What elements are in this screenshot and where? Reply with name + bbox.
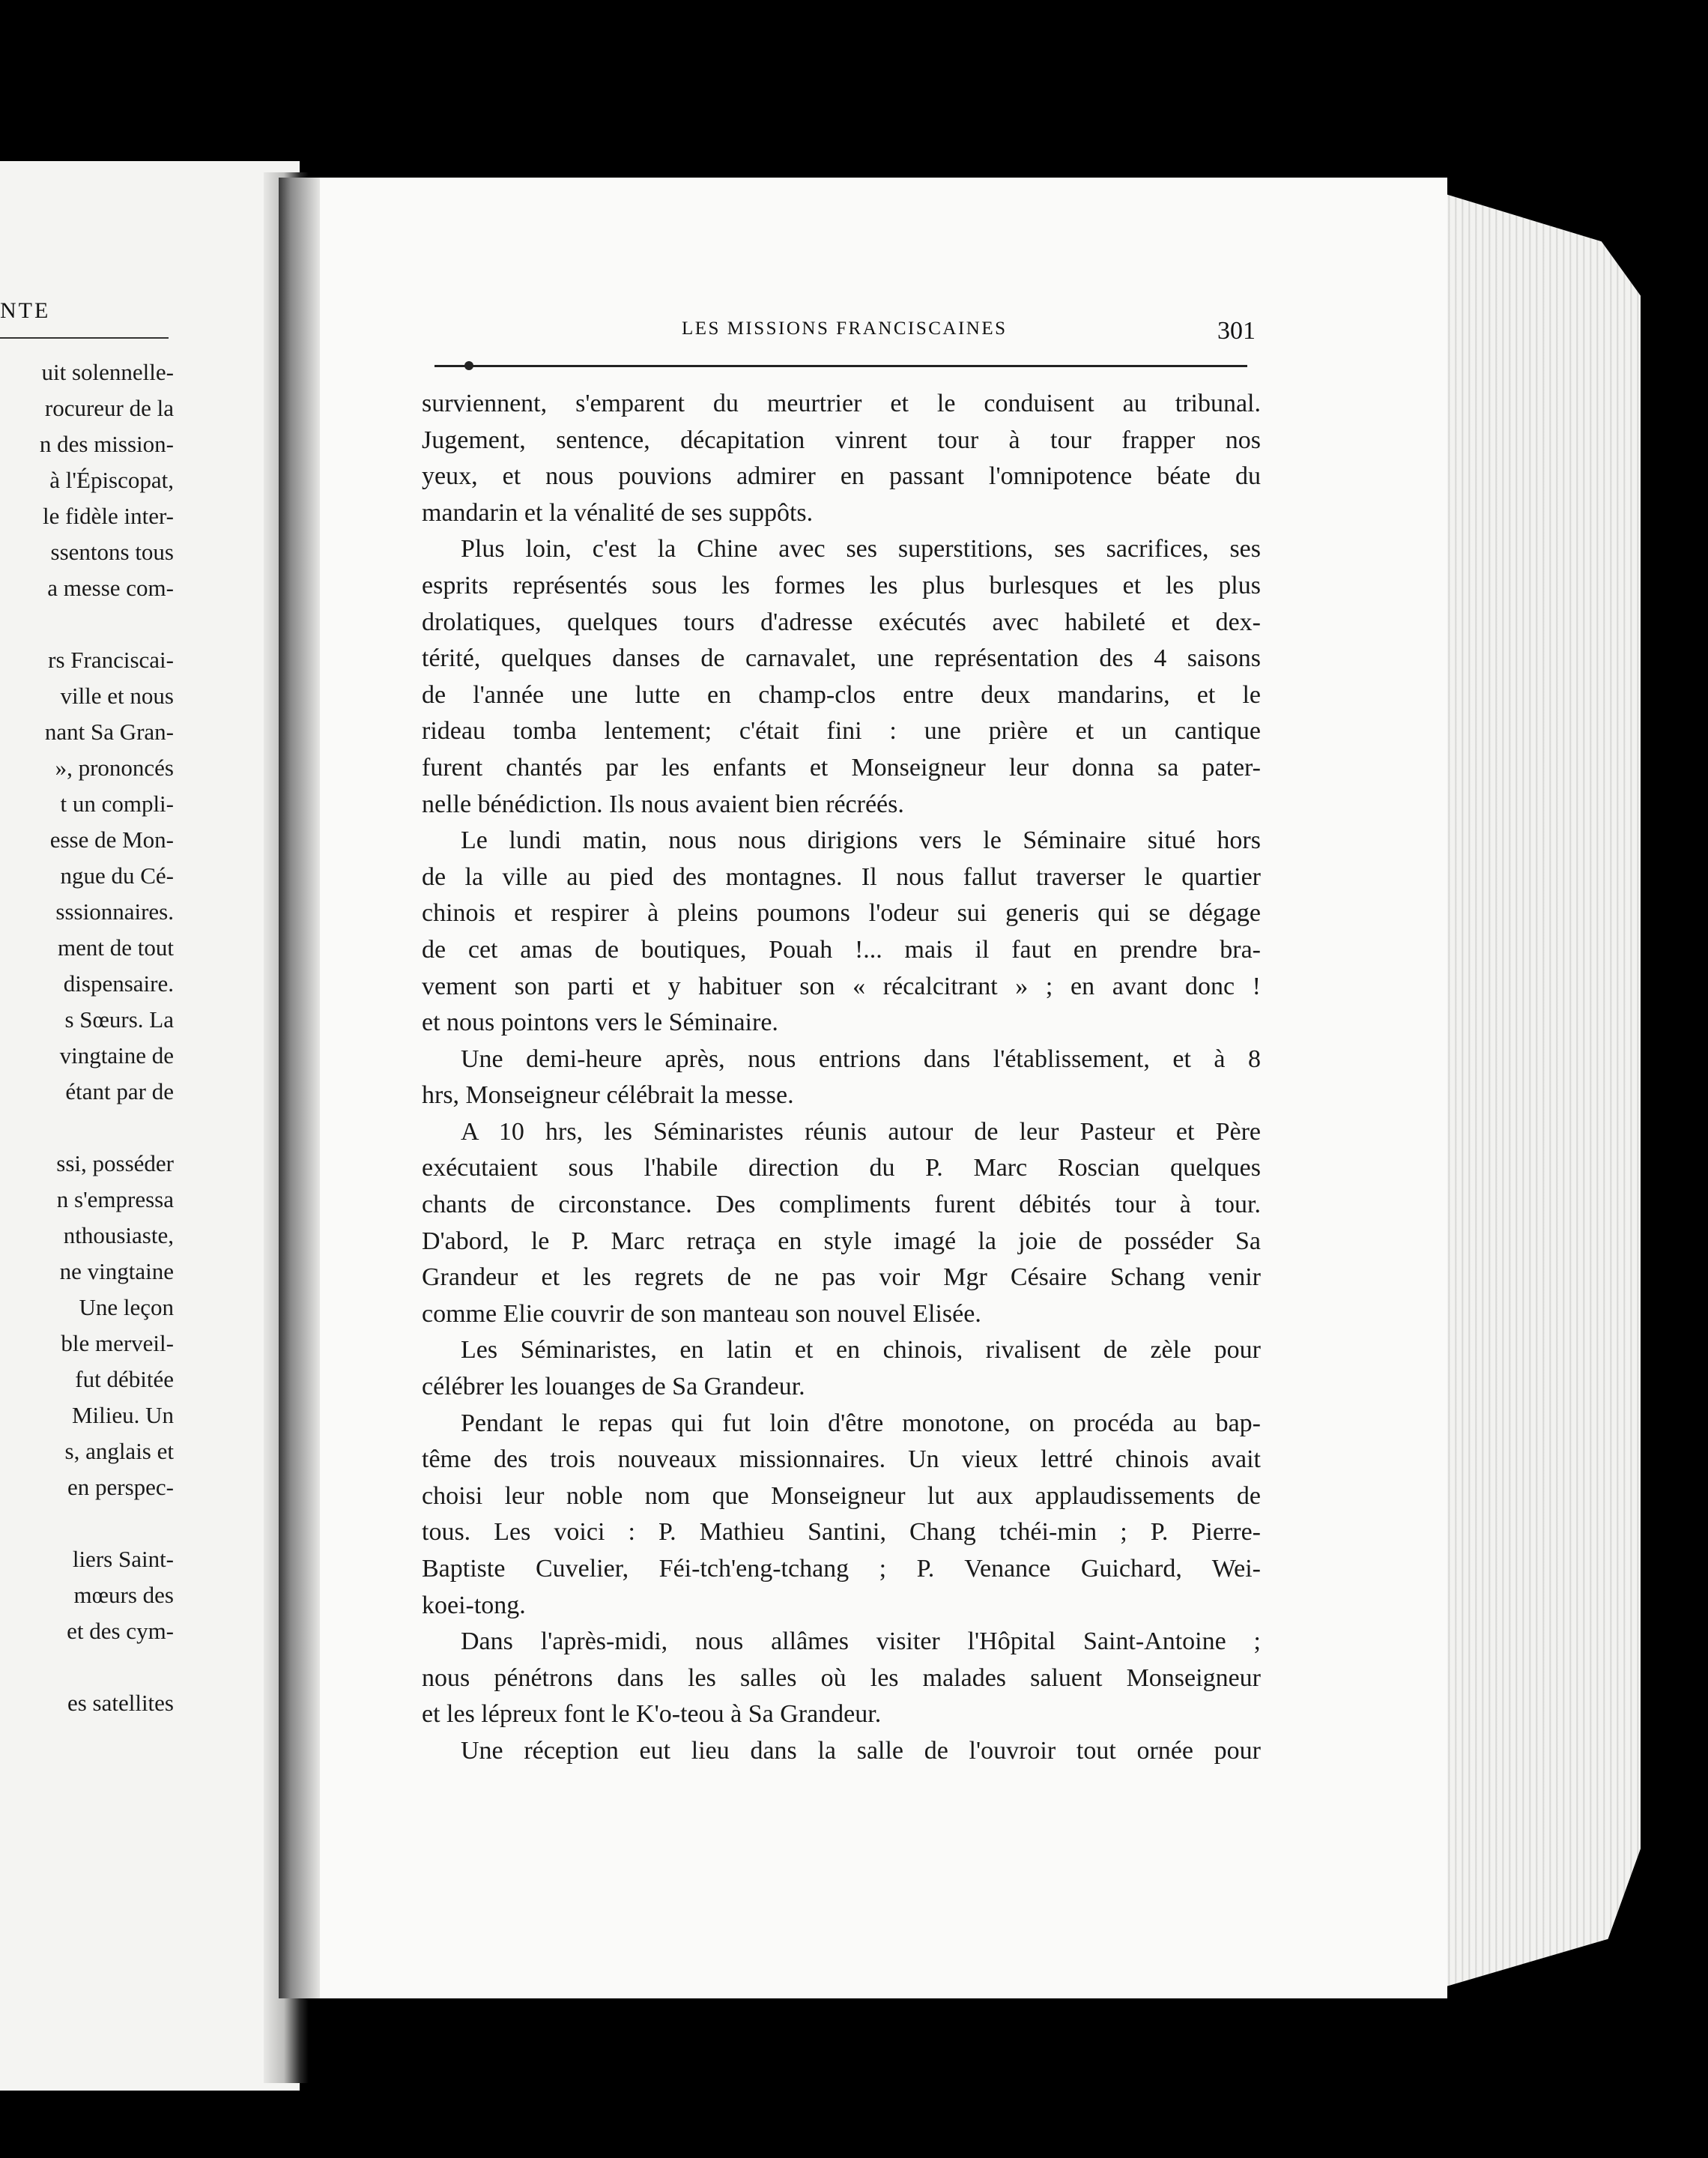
left-page-line: esse de Mon- — [49, 826, 174, 853]
text-line: drolatiques, quelques tours d'adresse exécutés avec habileté et dex- — [422, 608, 1261, 636]
left-page-line: rocureur de la — [44, 395, 174, 421]
left-page-line: n s'empressa — [56, 1186, 174, 1212]
left-page-head-rule — [0, 337, 169, 339]
text-line: tême des trois nouveaux missionnaires. Un vieux lettré chinois avait — [422, 1445, 1261, 1474]
left-page-line — [0, 1505, 174, 1541]
text-line: furent chantés par les enfants et Monseigneur leur donna sa pater- — [422, 753, 1261, 782]
text-line: mandarin et la vénalité de ses suppôts. — [422, 498, 814, 527]
left-page-line: étant par de — [65, 1078, 174, 1104]
text-line: chinois et respirer à pleins poumons l'odeur sui generis qui se dégage — [422, 899, 1261, 928]
left-page-line: mœurs des — [73, 1582, 174, 1608]
left-page-line: ngue du Cé- — [60, 862, 174, 889]
left-page-line: ne vingtaine — [59, 1258, 174, 1284]
left-page-line: sssionnaires. — [55, 898, 174, 925]
left-page-line: ssentons tous — [50, 539, 174, 565]
text-line: Baptiste Cuvelier, Féi-tch'eng-tchang ; P. Venance Guichard, Wei- — [422, 1555, 1261, 1583]
left-page-line: à l'Épiscopat, — [49, 467, 174, 493]
text-line: koei-tong. — [422, 1591, 526, 1619]
text-line: Pendant le repas qui fut loin d'être monotone, on procéda au bap- — [461, 1409, 1261, 1437]
left-page-line: liers Saint- — [72, 1546, 174, 1572]
text-line: surviennent, s'emparent du meurtrier et le conduisent au tribunal. — [422, 390, 1261, 417]
left-page-line: et des cym- — [67, 1618, 174, 1644]
left-page-line: rs Franciscai- — [48, 647, 174, 673]
left-page-line — [0, 606, 174, 642]
text-line: choisi leur noble nom que Monseigneur lut aux applaudissements de — [422, 1481, 1261, 1510]
left-page-line: ville et nous — [60, 683, 174, 709]
left-page-line: s Sœurs. La — [64, 1006, 174, 1033]
left-page-line: fut débitée — [75, 1366, 174, 1392]
left-page-text — [0, 354, 174, 1721]
text-line: exécutaient sous l'habile direction du P. Marc Roscian quelques — [422, 1154, 1261, 1182]
left-page-line: es satellites — [67, 1690, 174, 1716]
text-line: Une réception eut lieu dans la salle de l'ouvroir tout ornée pour — [461, 1736, 1261, 1765]
left-page-line — [0, 1110, 174, 1146]
text-line: nous pénétrons dans les salles où les malades saluent Monseigneur — [422, 1663, 1261, 1692]
text-line: yeux, et nous pouvions admirer en passant l'omnipotence béate du — [422, 462, 1261, 491]
left-page-line: Milieu. Un — [71, 1402, 174, 1428]
left-page-line: vingtaine de — [59, 1042, 174, 1069]
left-page-line: uit solennelle- — [41, 359, 174, 385]
text-line: Les Séminaristes, en latin et en chinois, rivalisent de zèle pour — [461, 1336, 1261, 1364]
text-line: Une demi-heure après, nous entrions dans l'établissement, et à 8 — [461, 1045, 1261, 1073]
body-text — [422, 386, 1261, 1770]
text-line: esprits représentés sous les formes les plus burlesques et les plus — [422, 571, 1261, 599]
left-page-line: nthousiaste, — [63, 1222, 174, 1248]
text-line: nelle bénédiction. Ils nous avaient bien récréés. — [422, 790, 904, 818]
text-line: térité, quelques danses de carnavalet, une représentation des 4 saisons — [422, 644, 1261, 673]
left-page-line: le fidèle inter- — [43, 503, 174, 529]
left-page — [0, 161, 300, 2091]
text-line: et les lépreux font le K'o-teou à Sa Grandeur. — [422, 1700, 882, 1729]
left-page-line: », prononcés — [55, 755, 174, 781]
left-page-line: s, anglais et — [64, 1438, 174, 1464]
text-line: chants de circonstance. Des compliments furent débités tour à tour. — [422, 1191, 1261, 1219]
text-line: Dans l'après-midi, nous allâmes visiter l'Hôpital Saint-Antoine ; — [461, 1627, 1261, 1656]
left-page-line: dispensaire. — [63, 970, 174, 997]
text-line: Le lundi matin, nous nous dirigions vers le Séminaire situé hors — [461, 826, 1261, 855]
left-page-running-head: NTE — [0, 298, 51, 323]
left-page-line: en perspec- — [67, 1474, 174, 1500]
running-head: LES MISSIONS FRANCISCAINES — [682, 318, 1008, 339]
text-line: A 10 hrs, les Séminaristes réunis autour de leur Pasteur et Père — [461, 1117, 1261, 1146]
text-line: célébrer les louanges de Sa Grandeur. — [422, 1373, 805, 1401]
left-page-line: ment de tout — [58, 934, 174, 961]
text-line: de l'année une lutte en champ-clos entre deux mandarins, et le — [422, 680, 1261, 709]
left-page-line: nant Sa Gran- — [44, 719, 174, 745]
left-page-line: n des mission- — [39, 431, 174, 457]
text-line: hrs, Monseigneur célébrait la messe. — [422, 1081, 794, 1110]
right-page-binding-shadow — [279, 178, 320, 1998]
page-number: 301 — [1217, 317, 1256, 345]
left-page-line: ble merveil- — [61, 1330, 174, 1356]
head-rule — [434, 365, 1247, 367]
page-stack-edge — [1423, 187, 1641, 1993]
text-line: Plus loin, c'est la Chine avec ses superstitions, ses sacrifices, ses — [461, 535, 1261, 563]
text-line: D'abord, le P. Marc retraça en style imagé la joie de posséder Sa — [422, 1227, 1261, 1255]
text-line: Grandeur et les regrets de ne pas voir Mgr Césaire Schang venir — [422, 1263, 1261, 1292]
text-line: vement son parti et y habituer son « récalcitrant » ; en avant donc ! — [422, 972, 1261, 1000]
left-page-line: ssi, posséder — [56, 1150, 174, 1176]
left-page-line: t un compli- — [60, 791, 174, 817]
left-page-line: Une leçon — [79, 1294, 174, 1320]
left-page-line — [0, 1649, 174, 1685]
text-line: de la ville au pied des montagnes. Il nous fallut traverser le quartier — [422, 862, 1261, 891]
text-line: et nous pointons vers le Séminaire. — [422, 1009, 778, 1037]
text-line: de cet amas de boutiques, Pouah !... mais il faut en prendre bra- — [422, 935, 1261, 964]
left-page-line: a messe com- — [47, 575, 174, 601]
text-line: Jugement, sentence, décapitation vinrent tour à tour frapper nos — [422, 426, 1261, 454]
text-line: comme Elie couvrir de son manteau son nouvel Elisée. — [422, 1299, 981, 1328]
text-line: rideau tomba lentement; c'était fini : une prière et un cantique — [422, 717, 1261, 746]
text-line: tous. Les voici : P. Mathieu Santini, Chang tchéi-min ; P. Pierre- — [422, 1518, 1261, 1547]
head-rule-ornament — [464, 361, 473, 370]
